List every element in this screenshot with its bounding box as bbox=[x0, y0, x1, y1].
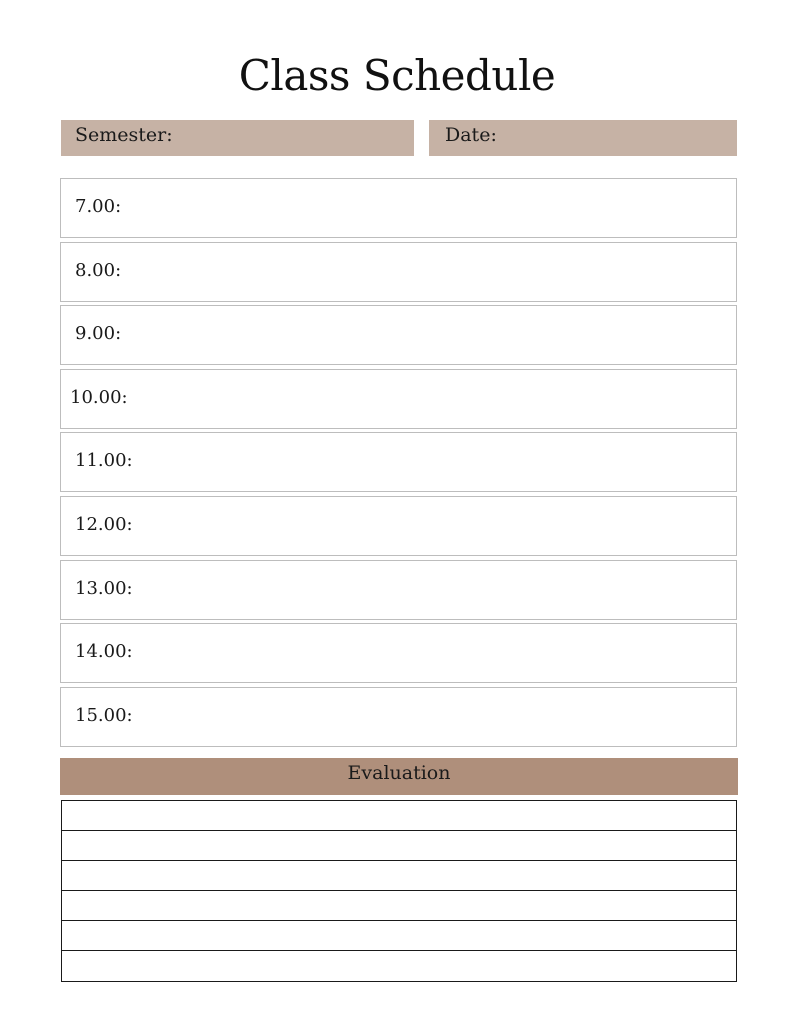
evaluation-table bbox=[61, 800, 737, 982]
evaluation-row[interactable] bbox=[62, 861, 736, 891]
time-slot-label: 12.00: bbox=[75, 513, 133, 535]
evaluation-header: Evaluation bbox=[60, 758, 738, 795]
evaluation-row[interactable] bbox=[62, 891, 736, 921]
time-slot-11[interactable] bbox=[60, 432, 737, 492]
page-title: Class Schedule bbox=[238, 51, 556, 100]
time-slot-15[interactable] bbox=[60, 687, 737, 747]
evaluation-row[interactable] bbox=[62, 921, 736, 951]
time-slot-9[interactable] bbox=[60, 305, 737, 365]
date-label: Date: bbox=[445, 124, 497, 146]
date-field[interactable] bbox=[429, 120, 737, 156]
time-slot-label: 7.00: bbox=[75, 196, 122, 217]
semester-field[interactable] bbox=[61, 120, 414, 156]
time-slot-list bbox=[60, 178, 737, 750]
evaluation-row[interactable] bbox=[62, 801, 736, 831]
time-slot-13[interactable] bbox=[60, 560, 737, 620]
time-slot-label: 14.00: bbox=[75, 641, 133, 663]
semester-label: Semester: bbox=[75, 124, 173, 146]
time-slot-label: 15.00: bbox=[75, 704, 133, 726]
time-slot-label: 8.00: bbox=[75, 259, 122, 281]
time-slot-label: 9.00: bbox=[75, 323, 122, 345]
evaluation-row[interactable] bbox=[62, 951, 736, 981]
evaluation-row[interactable] bbox=[62, 831, 736, 861]
time-slot-8[interactable] bbox=[60, 242, 737, 302]
time-slot-label: 10.00: bbox=[70, 386, 128, 408]
time-slot-10[interactable] bbox=[60, 369, 737, 429]
time-slot-12[interactable] bbox=[60, 496, 737, 556]
time-slot-7[interactable] bbox=[60, 178, 737, 238]
time-slot-label: 13.00: bbox=[75, 577, 133, 599]
time-slot-14[interactable] bbox=[60, 623, 737, 683]
time-slot-label: 11.00: bbox=[75, 450, 133, 472]
